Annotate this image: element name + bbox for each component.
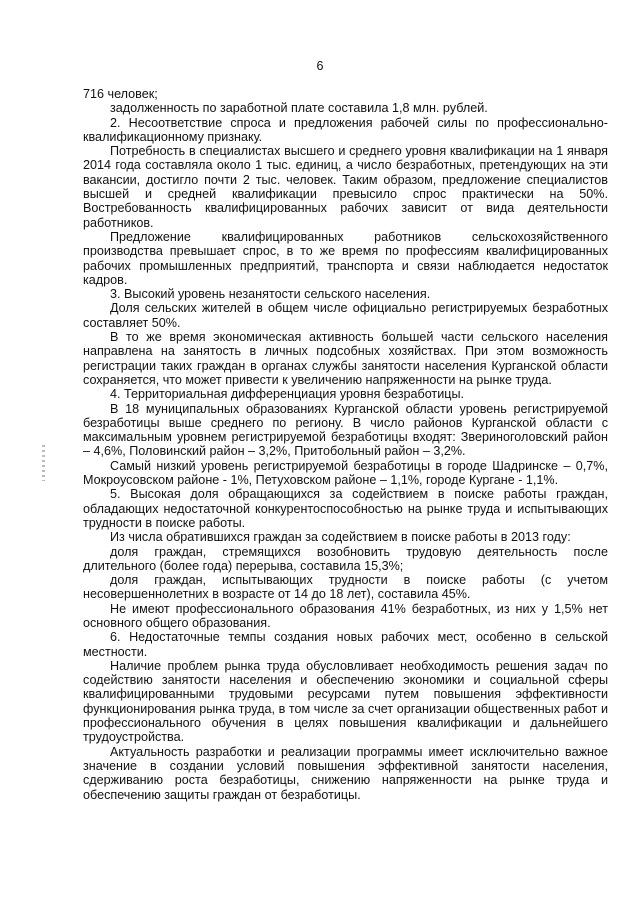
paragraph: 3. Высокий уровень незанятости сельского населения.	[110, 287, 431, 302]
paragraph: В 18 муниципальных образованиях Курганской области уровень регистрируемой безработицы выше среднего по региону. В число районов Курганской области с максимальным уровнем регистрируемой безработицы входят: Звериноголовский район – 4,6%, Половинский район – 3,2%, Притобольный район – 3,2%.	[83, 401, 608, 459]
paragraph: Актуальность разработки и реализации программы имеет исключительно важное значение в создании условий повышения эффективной занятости населения, сдерживанию роста безработицы, снижению напряженности на рынке труда и обеспечению защиты граждан от безработицы.	[83, 744, 608, 802]
paragraph: 6. Недостаточные темпы создания новых рабочих мест, особенно в сельской местности.	[83, 630, 608, 659]
paragraph: Потребность в специалистах высшего и среднего уровня квалификации на 1 января 2014 года составляла около 1 тыс. единиц, а число безработных, претендующих на эти вакансии, достигло почти 2 тыс. человек. Таким образом, предложение специалистов высшей и средней квалификации превысило спрос практически на 50%. Востребованность квалифицированных рабочих зависит от вида деятельности работников.	[83, 144, 608, 230]
page-number: 6	[316, 59, 324, 73]
paragraph: 716 человек;	[83, 87, 158, 101]
margin-scan-mark	[42, 445, 45, 481]
paragraph: Доля сельских жителей в общем числе официально регистрируемых безработных составляет 50%.	[83, 301, 608, 330]
paragraph: 5. Высокая доля обращающихся за содействием в поиске работы граждан, обладающих недостаточной конкурентоспособностью на рынке труда и испытывающих трудности в поиске работы.	[83, 487, 608, 530]
paragraph: В то же время экономическая активность большей части сельского населения направлена на занятость в личных подсобных хозяйствах. При этом возможность регистрации таких граждан в органах службы занятости населения Курганской области сохраняется, что может привести к увеличению напряженности на рынке труда.	[83, 330, 608, 387]
paragraph: Самый низкий уровень регистрируемой безработицы в городе Шадринске – 0,7%, Мокроусовском районе - 1%, Петуховском районе – 1,1%, городе Кургане - 1,1%.	[83, 458, 608, 488]
paragraph: задолженность по заработной плате составила 1,8 млн. рублей.	[110, 101, 488, 116]
paragraph: доля граждан, стремящихся возобновить трудовую деятельность после длительного (более года) перерыва, составила 15,3%;	[83, 544, 608, 573]
paragraph: 4. Территориальная дифференциация уровня безработицы.	[110, 387, 465, 402]
paragraph: доля граждан, испытывающих трудности в поиске работы (с учетом несовершеннолетних в возрасте от 14 до 18 лет), составила 45%.	[83, 573, 608, 602]
paragraph: Из числа обратившихся граждан за содействием в поиске работы в 2013 году:	[110, 530, 571, 545]
document-body	[83, 87, 608, 802]
paragraph: Предложение квалифицированных работников сельскохозяйственного производства превышает спрос, в то же время по профессиям квалифицированных рабочих промышленных предприятий, транспорта и связи наблюдается недостаток кадров.	[83, 229, 608, 287]
paragraph: Наличие проблем рынка труда обусловливает необходимость решения задач по содействию занятости населения и обеспечению экономики и социальной сферы квалифицированными трудовыми ресурсами путем повышения эффективности функционирования рынка труда, в том числе за счет организации общественных работ и профессионального обучения в целях повышения квалификации и дальнейшего трудоустройства.	[83, 658, 608, 745]
paragraph: 2. Несоответствие спроса и предложения рабочей силы по профессионально-квалификационному признаку.	[83, 115, 608, 144]
paragraph: Не имеют профессионального образования 41% безработных, из них у 1,5% нет основного общего образования.	[83, 601, 608, 630]
